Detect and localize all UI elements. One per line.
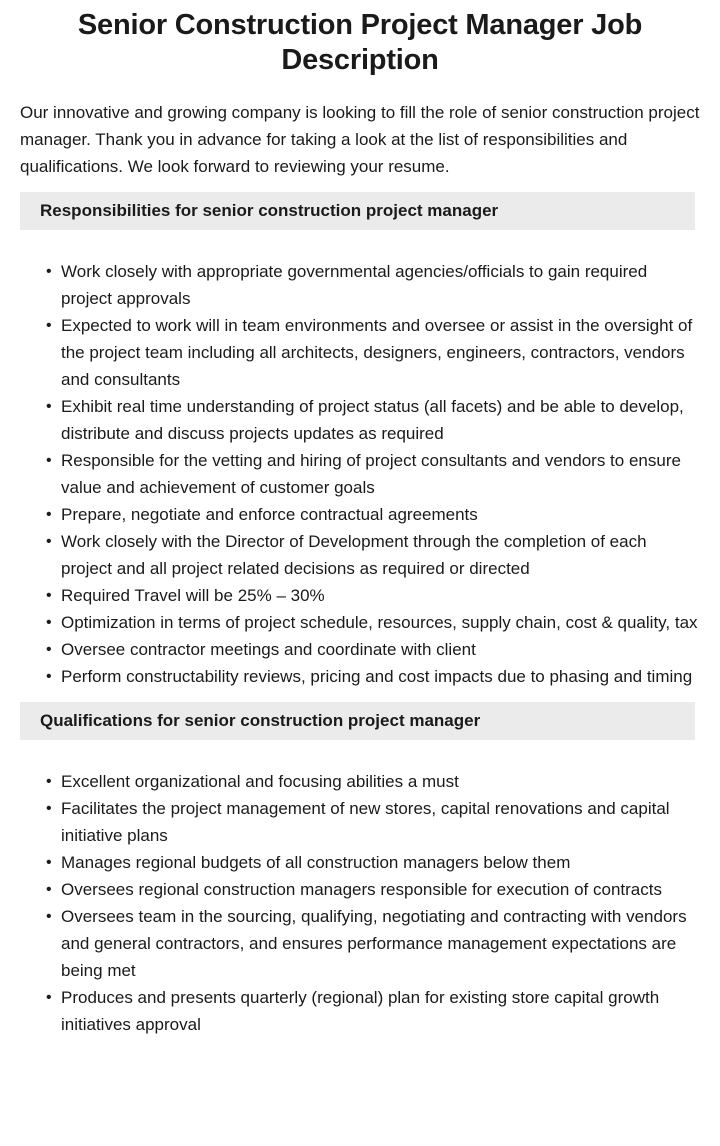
qualifications-list (20, 768, 700, 1038)
list-item: • Oversees regional construction managers responsible for execution of contracts (45, 876, 700, 903)
list-item: • Oversee contractor meetings and coordinate with client (45, 636, 700, 663)
list-item: • Required Travel will be 25% – 30% (45, 582, 700, 609)
qualifications-section (20, 702, 700, 1038)
list-item: • Perform constructability reviews, pricing and cost impacts due to phasing and timing (45, 663, 700, 690)
list-item: • Expected to work will in team environments and oversee or assist in the oversight of the project team including all architects, designers, engineers, contractors, vendors and consultants (45, 312, 700, 393)
list-item: • Oversees team in the sourcing, qualifying, negotiating and contracting with vendors and general contractors, and ensures performance management expectations are being met (45, 903, 700, 984)
list-item: • Excellent organizational and focusing abilities a must (45, 768, 700, 795)
list-item: • Prepare, negotiate and enforce contractual agreements (45, 501, 700, 528)
list-item: • Facilitates the project management of new stores, capital renovations and capital initiative plans (45, 795, 700, 849)
list-item: • Optimization in terms of project schedule, resources, supply chain, cost & quality, tax (45, 609, 700, 636)
responsibilities-section (20, 192, 700, 690)
list-item: • Manages regional budgets of all construction managers below them (45, 849, 700, 876)
list-item: • Exhibit real time understanding of project status (all facets) and be able to develop, distribute and discuss projects updates as required (45, 393, 700, 447)
intro-paragraph: Our innovative and growing company is looking to fill the role of senior construction project manager. Thank you in advance for taking a look at the list of responsibilities and qualifications. We look forward to reviewing your resume. (20, 103, 700, 176)
responsibilities-list (20, 258, 700, 690)
list-item: • Work closely with appropriate governmental agencies/officials to gain required project approvals (45, 258, 700, 312)
list-item: • Work closely with the Director of Development through the completion of each project and all project related decisions as required or directed (45, 528, 700, 582)
page-title: Senior Construction Project Manager Job Description (77, 9, 643, 76)
list-item: • Produces and presents quarterly (regional) plan for existing store capital growth initiatives approval (45, 984, 700, 1038)
qualifications-heading: Qualifications for senior construction project manager (20, 702, 695, 740)
list-item: • Responsible for the vetting and hiring of project consultants and vendors to ensure value and achievement of customer goals (45, 447, 700, 501)
responsibilities-heading: Responsibilities for senior construction project manager (20, 192, 695, 230)
